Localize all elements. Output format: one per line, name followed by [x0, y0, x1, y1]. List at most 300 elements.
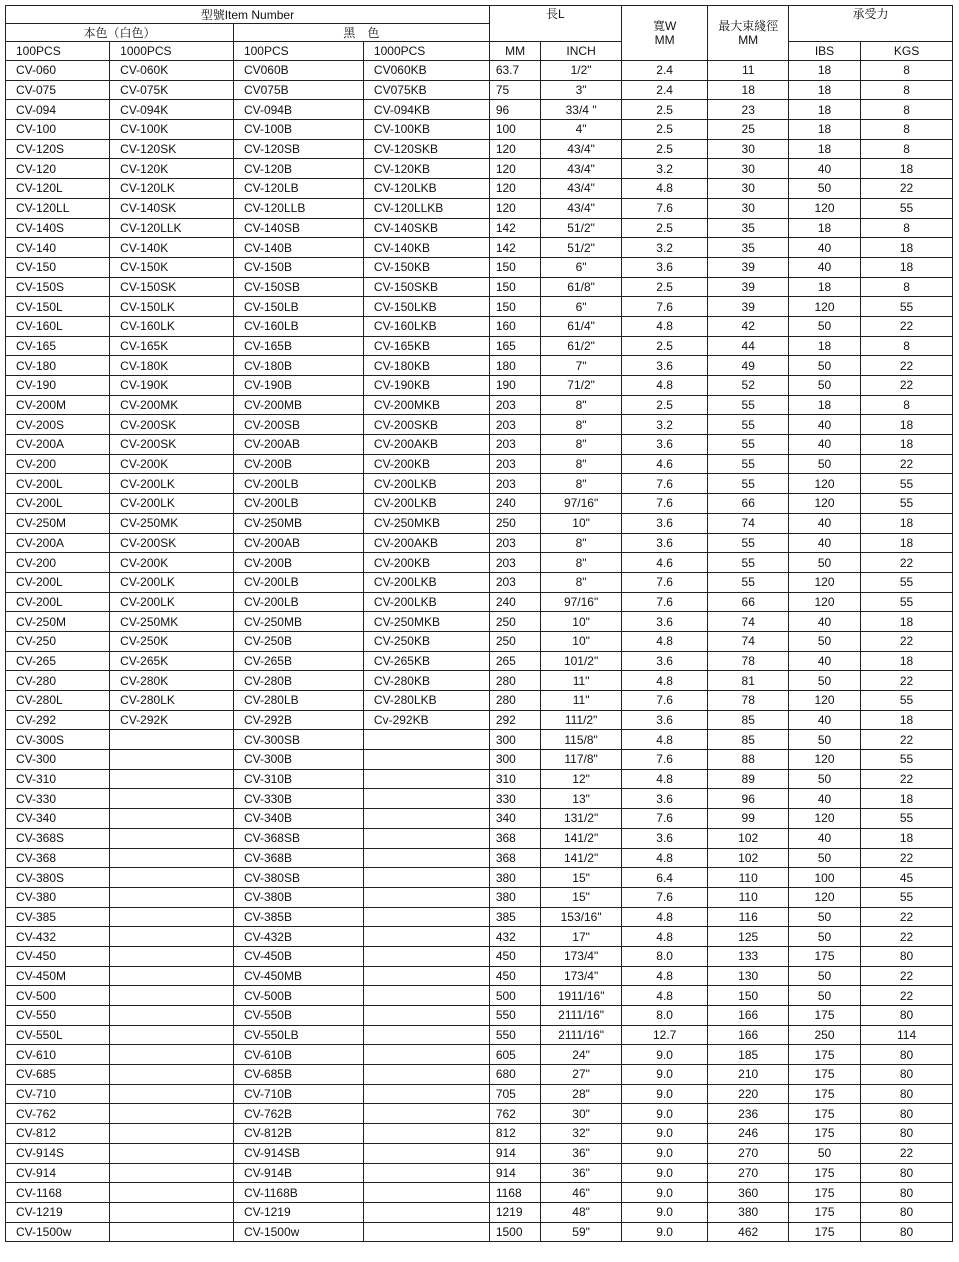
model-1000pcs-black-cell: CV-120KB [363, 159, 489, 179]
length-inch-cell: 6" [541, 297, 621, 317]
width-header-title: 寬W [652, 19, 677, 33]
length-inch-cell: 36" [541, 1143, 621, 1163]
length-mm-cell: 203 [489, 474, 541, 494]
model-100pcs-black-cell: CV-200LB [233, 494, 363, 514]
tensile-ibs-cell: 50 [788, 966, 860, 986]
length-mm-cell: 280 [489, 691, 541, 711]
tensile-kgs-cell: 80 [861, 1045, 953, 1065]
table-row [6, 356, 953, 376]
length-inch-cell: 141/2" [541, 848, 621, 868]
tensile-ibs-cell: 18 [788, 277, 860, 297]
model-100pcs-black-cell: CV-120LLB [233, 198, 363, 218]
table-row [6, 179, 953, 199]
model-1000pcs-natural-cell: CV-165K [110, 336, 234, 356]
model-100pcs-black-cell: CV-280LB [233, 691, 363, 711]
tensile-kgs-cell: 22 [861, 631, 953, 651]
table-row [6, 769, 953, 789]
length-inch-cell: 8" [541, 533, 621, 553]
length-mm-cell: 385 [489, 907, 541, 927]
tensile-kgs-cell: 18 [861, 435, 953, 455]
tensile-kgs-cell: 80 [861, 1084, 953, 1104]
table-row [6, 1104, 953, 1124]
tensile-ibs-cell: 175 [788, 1163, 860, 1183]
tensile-kgs-cell: 18 [861, 159, 953, 179]
model-100pcs-natural-cell: CV-190 [6, 376, 110, 396]
width-mm-cell: 3.6 [621, 257, 708, 277]
model-1000pcs-black-cell: CV-100KB [363, 120, 489, 140]
tensile-kgs-cell: 55 [861, 198, 953, 218]
max-bundle-mm-cell: 52 [708, 376, 788, 396]
tensile-ibs-cell: 175 [788, 1084, 860, 1104]
tensile-kgs-cell: 22 [861, 376, 953, 396]
model-1000pcs-natural-cell: CV-200SK [110, 435, 234, 455]
length-inch-cell: 1911/16" [541, 986, 621, 1006]
length-inch-cell: 43/4" [541, 159, 621, 179]
tensile-kgs-cell: 22 [861, 730, 953, 750]
model-100pcs-black-cell: CV-190B [233, 376, 363, 396]
table-row [6, 257, 953, 277]
model-1000pcs-natural-cell: CV-150LK [110, 297, 234, 317]
model-100pcs-black-cell: CV-250MB [233, 513, 363, 533]
tensile-ibs-cell: 40 [788, 533, 860, 553]
model-1000pcs-natural-cell [110, 1222, 234, 1242]
length-mm-cell: 500 [489, 986, 541, 1006]
length-mm-cell: 150 [489, 277, 541, 297]
model-100pcs-natural-cell: CV-380 [6, 887, 110, 907]
table-row [6, 1143, 953, 1163]
tensile-ibs-cell: 40 [788, 651, 860, 671]
table-row [6, 1084, 953, 1104]
width-mm-cell: 9.0 [621, 1045, 708, 1065]
tensile-kgs-cell: 22 [861, 927, 953, 947]
tensile-ibs-cell: 40 [788, 513, 860, 533]
max-bundle-mm-cell: 35 [708, 218, 788, 238]
tensile-kgs-cell: 80 [861, 1065, 953, 1085]
model-100pcs-natural-cell: CV-100 [6, 120, 110, 140]
width-mm-cell: 8.0 [621, 946, 708, 966]
length-inch-cell: 7" [541, 356, 621, 376]
table-row [6, 435, 953, 455]
table-row [6, 966, 953, 986]
model-1000pcs-black-cell [363, 1222, 489, 1242]
model-1000pcs-black-cell: CV-150LKB [363, 297, 489, 317]
model-100pcs-natural-cell: CV-550 [6, 1006, 110, 1026]
model-1000pcs-black-cell: CV-190KB [363, 376, 489, 396]
table-row [6, 592, 953, 612]
length-inch-cell: 61/8" [541, 277, 621, 297]
length-inch-cell: 32" [541, 1124, 621, 1144]
table-row [6, 218, 953, 238]
tensile-ibs-cell: 50 [788, 848, 860, 868]
model-100pcs-black-cell: CV-710B [233, 1084, 363, 1104]
length-mm-cell: 292 [489, 710, 541, 730]
model-100pcs-black-cell: CV-292B [233, 710, 363, 730]
length-mm-cell: 160 [489, 316, 541, 336]
tensile-ibs-cell: 18 [788, 218, 860, 238]
length-inch-cell: 33/4 " [541, 100, 621, 120]
model-1000pcs-black-cell [363, 769, 489, 789]
model-100pcs-natural-cell: CV-200 [6, 454, 110, 474]
model-1000pcs-natural-cell [110, 848, 234, 868]
tensile-kgs-cell: 22 [861, 1143, 953, 1163]
tensile-kgs-cell: 18 [861, 612, 953, 632]
width-mm-cell: 3.6 [621, 356, 708, 376]
max-bundle-mm-cell: 125 [708, 927, 788, 947]
model-1000pcs-natural-cell: CV-292K [110, 710, 234, 730]
table-row [6, 927, 953, 947]
tensile-ibs-cell: 18 [788, 61, 860, 81]
length-mm-cell: 120 [489, 198, 541, 218]
tensile-kgs-cell: 18 [861, 789, 953, 809]
model-100pcs-black-cell: CV-250B [233, 631, 363, 651]
length-inch-cell: 2111/16" [541, 1006, 621, 1026]
model-100pcs-natural-cell: CV-160L [6, 316, 110, 336]
table-row [6, 80, 953, 100]
model-100pcs-natural-cell: CV-450 [6, 946, 110, 966]
width-mm-cell: 3.6 [621, 533, 708, 553]
length-mm-cell: 250 [489, 513, 541, 533]
width-mm-cell: 4.8 [621, 316, 708, 336]
tensile-ibs-cell: 18 [788, 80, 860, 100]
model-100pcs-natural-cell: CV-500 [6, 986, 110, 1006]
model-100pcs-black-cell: CV-150LB [233, 297, 363, 317]
tensile-kgs-cell: 55 [861, 494, 953, 514]
model-1000pcs-natural-cell: CV-280K [110, 671, 234, 691]
max-bundle-mm-cell: 462 [708, 1222, 788, 1242]
length-mm-cell: 100 [489, 120, 541, 140]
model-100pcs-natural-cell: CV-200S [6, 415, 110, 435]
tensile-kgs-cell: 18 [861, 828, 953, 848]
max-bundle-mm-cell: 85 [708, 710, 788, 730]
length-inch-cell: 51/2" [541, 238, 621, 258]
model-100pcs-natural-cell: CV-610 [6, 1045, 110, 1065]
model-100pcs-natural-cell: CV-150S [6, 277, 110, 297]
model-1000pcs-natural-cell [110, 966, 234, 986]
length-mm-cell: 380 [489, 887, 541, 907]
length-mm-cell: 203 [489, 533, 541, 553]
tensile-kgs-cell: 22 [861, 769, 953, 789]
model-1000pcs-natural-cell: CV-280LK [110, 691, 234, 711]
model-100pcs-natural-cell: CV-200L [6, 474, 110, 494]
length-mm-cell: 605 [489, 1045, 541, 1065]
model-1000pcs-black-cell: CV-200KB [363, 553, 489, 573]
tensile-kgs-cell: 55 [861, 691, 953, 711]
model-1000pcs-natural-cell [110, 1065, 234, 1085]
table-row [6, 159, 953, 179]
tensile-ibs-cell: 250 [788, 1025, 860, 1045]
table-row [6, 139, 953, 159]
tensile-kgs-cell: 8 [861, 139, 953, 159]
tensile-ibs-cell: 120 [788, 494, 860, 514]
width-mm-cell: 3.2 [621, 238, 708, 258]
length-mm-cell: 432 [489, 927, 541, 947]
model-100pcs-black-cell: CV-150B [233, 257, 363, 277]
length-mm-cell: 550 [489, 1006, 541, 1026]
model-1000pcs-black-cell: CV-200AKB [363, 435, 489, 455]
tensile-ibs-cell: 40 [788, 238, 860, 258]
max-bundle-mm-cell: 185 [708, 1045, 788, 1065]
tensile-kgs-cell: 8 [861, 80, 953, 100]
length-inch-cell: 10" [541, 612, 621, 632]
model-1000pcs-natural-cell: CV-150K [110, 257, 234, 277]
model-100pcs-black-cell: CV-300B [233, 750, 363, 770]
max-bundle-mm-cell: 110 [708, 868, 788, 888]
model-1000pcs-black-cell: Cv-292KB [363, 710, 489, 730]
model-100pcs-natural-cell: CV-075 [6, 80, 110, 100]
max-bundle-mm-cell: 99 [708, 809, 788, 829]
table-row [6, 809, 953, 829]
length-inch-cell: 51/2" [541, 218, 621, 238]
table-row [6, 297, 953, 317]
model-100pcs-natural-cell: CV-120S [6, 139, 110, 159]
model-1000pcs-black-cell [363, 868, 489, 888]
tensile-ibs-cell: 100 [788, 868, 860, 888]
length-mm-cell: 142 [489, 238, 541, 258]
model-100pcs-black-cell: CV-280B [233, 671, 363, 691]
tensile-kgs-cell: 18 [861, 238, 953, 258]
model-1000pcs-natural-cell [110, 1202, 234, 1222]
width-mm-cell: 7.6 [621, 592, 708, 612]
kgs-header: KGS [861, 42, 953, 61]
model-1000pcs-natural-cell [110, 828, 234, 848]
model-100pcs-black-cell: CV-100B [233, 120, 363, 140]
pcs1000-black-header: 1000PCS [363, 42, 489, 61]
max-bundle-mm-cell: 74 [708, 513, 788, 533]
tensile-kgs-cell: 8 [861, 120, 953, 140]
tensile-ibs-cell: 120 [788, 297, 860, 317]
model-100pcs-natural-cell: CV-200L [6, 572, 110, 592]
width-mm-cell: 9.0 [621, 1163, 708, 1183]
table-row [6, 631, 953, 651]
model-1000pcs-black-cell: CV-200MKB [363, 395, 489, 415]
model-100pcs-black-cell: CV-380SB [233, 868, 363, 888]
table-row [6, 1222, 953, 1242]
tensile-kgs-cell: 18 [861, 513, 953, 533]
table-row [6, 1183, 953, 1203]
max-bundle-mm-cell: 49 [708, 356, 788, 376]
tensile-ibs-cell: 50 [788, 454, 860, 474]
length-mm-cell: 680 [489, 1065, 541, 1085]
tensile-ibs-cell: 175 [788, 1045, 860, 1065]
width-mm-cell: 2.5 [621, 139, 708, 159]
length-inch-cell: 101/2" [541, 651, 621, 671]
model-1000pcs-black-cell: CV-200LKB [363, 494, 489, 514]
length-mm-cell: 240 [489, 494, 541, 514]
table-row [6, 1006, 953, 1026]
max-bundle-mm-cell: 55 [708, 474, 788, 494]
model-1000pcs-natural-cell [110, 730, 234, 750]
table-row [6, 533, 953, 553]
model-1000pcs-natural-cell: CV-140SK [110, 198, 234, 218]
table-row [6, 415, 953, 435]
model-100pcs-natural-cell: CV-340 [6, 809, 110, 829]
width-mm-cell: 9.0 [621, 1104, 708, 1124]
tensile-kgs-cell: 80 [861, 1006, 953, 1026]
tensile-ibs-cell: 40 [788, 789, 860, 809]
length-inch-cell: 97/16" [541, 592, 621, 612]
tensile-kgs-cell: 80 [861, 1202, 953, 1222]
length-mm-cell: 300 [489, 750, 541, 770]
tensile-ibs-cell: 50 [788, 671, 860, 691]
ibs-header: IBS [788, 42, 860, 61]
length-mm-cell: 368 [489, 848, 541, 868]
model-100pcs-black-cell: CV-368B [233, 848, 363, 868]
model-100pcs-black-cell: CV-762B [233, 1104, 363, 1124]
tensile-kgs-cell: 80 [861, 946, 953, 966]
length-mm-cell: 705 [489, 1084, 541, 1104]
model-1000pcs-black-cell: CV-265KB [363, 651, 489, 671]
cable-tie-spec-table [5, 5, 953, 1242]
tensile-ibs-cell: 175 [788, 1202, 860, 1222]
table-row [6, 848, 953, 868]
length-inch-cell: 61/4" [541, 316, 621, 336]
max-bundle-mm-cell: 25 [708, 120, 788, 140]
length-inch-cell: 97/16" [541, 494, 621, 514]
model-1000pcs-black-cell [363, 1084, 489, 1104]
model-1000pcs-natural-cell [110, 809, 234, 829]
model-100pcs-natural-cell: CV-120LL [6, 198, 110, 218]
model-1000pcs-black-cell [363, 730, 489, 750]
max-bundle-mm-cell: 39 [708, 277, 788, 297]
model-100pcs-black-cell: CV-1500w [233, 1222, 363, 1242]
width-mm-cell: 2.5 [621, 395, 708, 415]
length-mm-cell: 380 [489, 868, 541, 888]
model-1000pcs-natural-cell: CV-265K [110, 651, 234, 671]
model-100pcs-natural-cell: CV-310 [6, 769, 110, 789]
tensile-kgs-cell: 18 [861, 257, 953, 277]
model-100pcs-natural-cell: CV-140S [6, 218, 110, 238]
tensile-kgs-cell: 22 [861, 986, 953, 1006]
model-1000pcs-natural-cell: CV-120SK [110, 139, 234, 159]
width-mm-cell: 9.0 [621, 1065, 708, 1085]
max-bundle-mm-cell: 270 [708, 1163, 788, 1183]
tensile-ibs-cell: 120 [788, 572, 860, 592]
max-bundle-mm-cell: 270 [708, 1143, 788, 1163]
model-1000pcs-natural-cell: CV-250MK [110, 612, 234, 632]
model-100pcs-black-cell: CV-200MB [233, 395, 363, 415]
tensile-kgs-cell: 22 [861, 671, 953, 691]
model-100pcs-black-cell: CV-330B [233, 789, 363, 809]
tensile-ibs-cell: 18 [788, 120, 860, 140]
length-mm-cell: 120 [489, 139, 541, 159]
model-100pcs-natural-cell: CV-1500w [6, 1222, 110, 1242]
table-row [6, 1163, 953, 1183]
model-1000pcs-natural-cell [110, 750, 234, 770]
tensile-kgs-cell: 18 [861, 710, 953, 730]
width-mm-cell: 4.8 [621, 927, 708, 947]
tensile-ibs-cell: 175 [788, 1006, 860, 1026]
length-mm-cell: 203 [489, 454, 541, 474]
length-mm-cell: 340 [489, 809, 541, 829]
tensile-kgs-cell: 80 [861, 1222, 953, 1242]
model-1000pcs-natural-cell [110, 1104, 234, 1124]
length-inch-cell: 11" [541, 671, 621, 691]
length-inch-cell: 43/4" [541, 139, 621, 159]
length-mm-cell: 368 [489, 828, 541, 848]
width-mm-cell: 9.0 [621, 1202, 708, 1222]
max-bundle-mm-cell: 210 [708, 1065, 788, 1085]
model-100pcs-natural-cell: CV-1168 [6, 1183, 110, 1203]
model-1000pcs-natural-cell: CV-200LK [110, 474, 234, 494]
model-1000pcs-black-cell: CV-280LKB [363, 691, 489, 711]
table-row [6, 730, 953, 750]
model-1000pcs-black-cell: CV-280KB [363, 671, 489, 691]
model-100pcs-natural-cell: CV-914S [6, 1143, 110, 1163]
length-inch-cell: 4" [541, 120, 621, 140]
tensile-ibs-cell: 175 [788, 1222, 860, 1242]
model-1000pcs-black-cell [363, 927, 489, 947]
tensile-ibs-cell: 50 [788, 356, 860, 376]
model-100pcs-natural-cell: CV-380S [6, 868, 110, 888]
model-1000pcs-black-cell [363, 789, 489, 809]
model-1000pcs-black-cell: CV-250MKB [363, 513, 489, 533]
tensile-kgs-cell: 8 [861, 61, 953, 81]
model-100pcs-black-cell: CV-200LB [233, 572, 363, 592]
model-1000pcs-natural-cell: CV-160LK [110, 316, 234, 336]
model-1000pcs-natural-cell [110, 1124, 234, 1144]
width-mm-cell: 8.0 [621, 1006, 708, 1026]
model-1000pcs-natural-cell: CV-180K [110, 356, 234, 376]
width-mm-cell: 7.6 [621, 572, 708, 592]
width-mm-cell: 3.6 [621, 710, 708, 730]
max-bundle-mm-cell: 78 [708, 691, 788, 711]
max-bundle-mm-cell: 55 [708, 454, 788, 474]
width-mm-cell: 4.6 [621, 454, 708, 474]
tensile-ibs-cell: 18 [788, 139, 860, 159]
width-mm-cell: 4.6 [621, 553, 708, 573]
model-100pcs-black-cell: CV-200LB [233, 592, 363, 612]
model-100pcs-natural-cell: CV-265 [6, 651, 110, 671]
model-1000pcs-black-cell: CV-180KB [363, 356, 489, 376]
model-1000pcs-black-cell [363, 1104, 489, 1124]
width-mm-cell: 6.4 [621, 868, 708, 888]
length-mm-cell: 450 [489, 966, 541, 986]
tensile-kgs-cell: 80 [861, 1163, 953, 1183]
max-bundle-mm-cell: 23 [708, 100, 788, 120]
length-inch-cell: 8" [541, 474, 621, 494]
model-1000pcs-black-cell: CV-150KB [363, 257, 489, 277]
max-bundle-mm-cell: 236 [708, 1104, 788, 1124]
model-1000pcs-natural-cell: CV-120LLK [110, 218, 234, 238]
model-1000pcs-natural-cell: CV-250MK [110, 513, 234, 533]
model-1000pcs-black-cell: CV-150SKB [363, 277, 489, 297]
length-inch-cell: 13" [541, 789, 621, 809]
model-1000pcs-black-cell [363, 1124, 489, 1144]
model-1000pcs-black-cell: CV-165KB [363, 336, 489, 356]
length-inch-cell: 115/8" [541, 730, 621, 750]
length-inch-cell: 173/4" [541, 946, 621, 966]
length-inch-cell: 12" [541, 769, 621, 789]
length-inch-cell: 11" [541, 691, 621, 711]
model-100pcs-black-cell: CV-200SB [233, 415, 363, 435]
model-1000pcs-natural-cell: CV-200MK [110, 395, 234, 415]
width-mm-cell: 7.6 [621, 494, 708, 514]
tensile-kgs-cell: 22 [861, 907, 953, 927]
tensile-ibs-cell: 50 [788, 986, 860, 1006]
model-100pcs-black-cell: CV-368SB [233, 828, 363, 848]
length-mm-cell: 190 [489, 376, 541, 396]
tensile-ibs-cell: 18 [788, 336, 860, 356]
tensile-ibs-cell: 50 [788, 316, 860, 336]
model-1000pcs-natural-cell [110, 1006, 234, 1026]
max-bundle-mm-cell: 35 [708, 238, 788, 258]
length-inch-cell: 59" [541, 1222, 621, 1242]
model-1000pcs-black-cell [363, 1202, 489, 1222]
model-1000pcs-black-cell: CV-250KB [363, 631, 489, 651]
tensile-ibs-cell: 18 [788, 100, 860, 120]
model-100pcs-black-cell: CV-500B [233, 986, 363, 1006]
table-row [6, 61, 953, 81]
